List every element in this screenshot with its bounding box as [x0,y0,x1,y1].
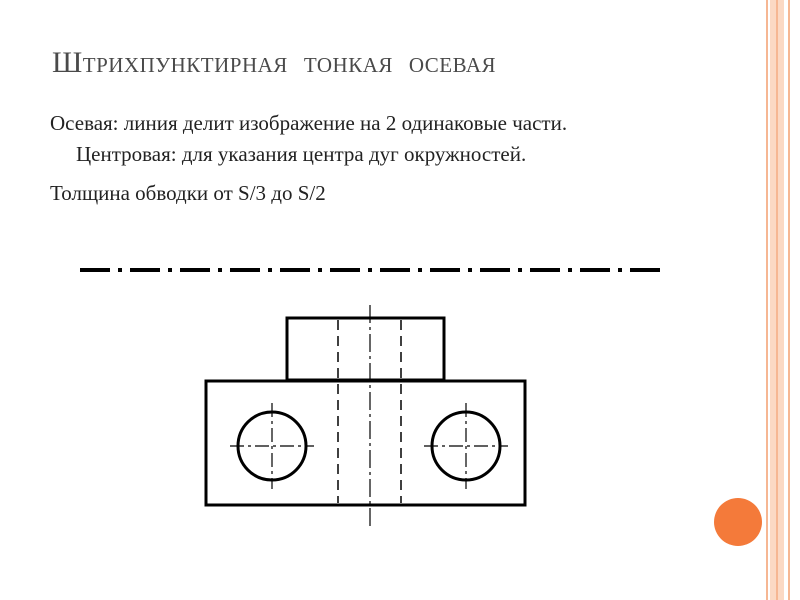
bullet-thickness: Толщина обводки от S/3 до S/2 [50,181,326,205]
slide-title: Штрихпунктирная тонкая осевая [52,46,496,79]
base-block [206,381,525,505]
top-block [287,318,444,380]
bullet-axial-line: Осевая: линия делит изображение на 2 одинаковые части. Центровая: для указания центра дуг окружностей. [50,111,568,166]
